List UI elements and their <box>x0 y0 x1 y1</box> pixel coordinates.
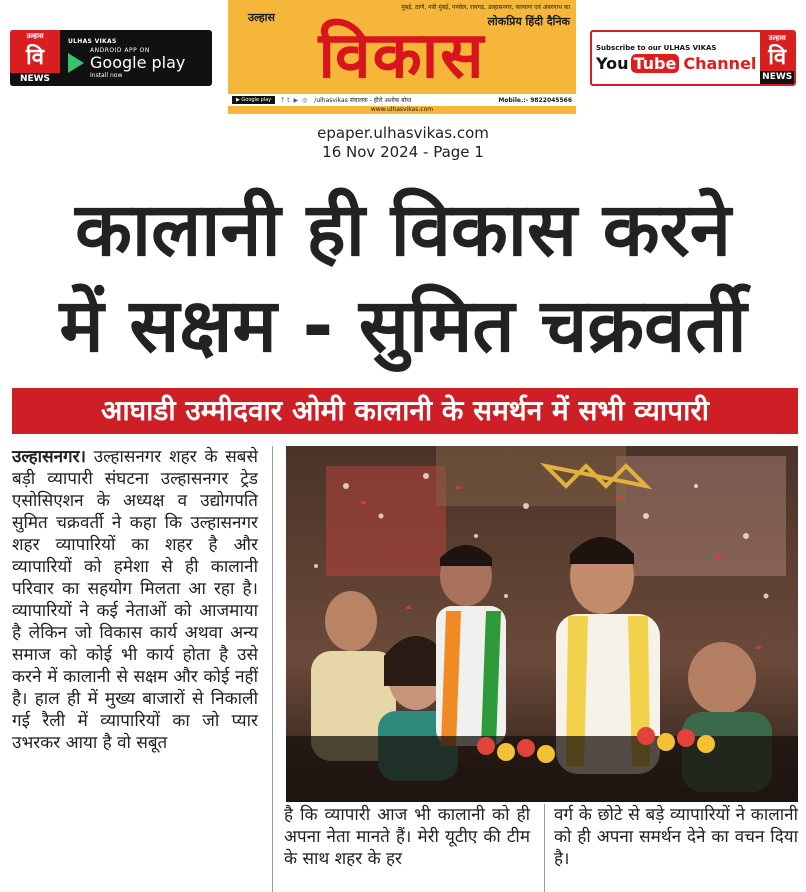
youtube-channel-ad[interactable] <box>590 30 796 86</box>
google-play-icon <box>68 53 84 73</box>
nameplate-small-title: उल्हास <box>248 11 275 24</box>
newspaper-nameplate <box>228 0 576 114</box>
column-divider <box>544 804 545 892</box>
logo-badge-top: उल्हास <box>768 34 786 42</box>
youtube-channel: Channel <box>683 53 757 73</box>
rally-photo-illustration <box>286 446 798 802</box>
social-icons: f t ▶ ◎ <box>281 96 309 104</box>
website-url: www.ulhasvikas.com <box>370 106 434 113</box>
article-column-3 <box>554 804 798 870</box>
headline-line-2: में सक्षम - सुमित चक्रवर्ती <box>59 283 747 369</box>
nameplate-title: विकास <box>318 19 486 93</box>
column-1-text: उल्हासनगर शहर के सबसे बड़ी व्यापारी संघटना उल्हासनगर ट्रेड एसोसिएशन के अध्यक्ष व उद्योगपति सुमित चक्रवर्ती ने कहा कि उल्हासनगर शहर व्यापारियों का शहर है और व्यापारियों को हमेशा से ही कालानी परिवार का सहयोग मिलता आ रहा है। व्यापारियों ने कई नेताओं को आजमाया है लेकिन जो विकास कार्य अथवा अन्य समाज को कोई भी कार्य होता है उसे करने में कालानी से सक्षम और कोई नहीं है। हाल ही में मुख्य बाजारों से निकाली गई रैली में व्यापारियों का जो प्यार उभरकर आया है वो सबूत <box>12 447 258 753</box>
logo-badge-news: NEWS <box>762 72 793 82</box>
ulhas-vikas-news-logo <box>10 30 60 86</box>
masthead <box>0 0 806 120</box>
rally-photo <box>286 446 798 802</box>
editor-line: /ulhasvikas संचालक - हीरो अशोक बोधा <box>314 97 412 104</box>
nameplate-slogan: लोकप्रिय हिंदी दैनिक <box>487 15 570 28</box>
youtube-subscribe-text: Subscribe to our ULHAS VIKAS <box>596 43 717 52</box>
youtube-you: You <box>596 53 629 73</box>
logo-badge-letter: वि <box>26 44 44 70</box>
article-headline <box>10 182 796 374</box>
install-now-label: Install now <box>90 71 123 79</box>
mini-google-play-badge: ▶ Google play <box>232 96 275 104</box>
article-column-2 <box>284 804 530 870</box>
column-divider <box>272 446 273 892</box>
logo-badge-top: उल्हास <box>26 32 44 40</box>
android-app-label: ANDROID APP ON <box>90 46 150 54</box>
mobile-number: Mobile.:- 9822045566 <box>498 96 572 104</box>
youtube-tube: Tube <box>631 54 680 73</box>
headline-line-1: कालानी ही विकास करने <box>75 187 731 273</box>
epaper-url[interactable]: epaper.ulhasvikas.com <box>317 124 489 142</box>
article-subheadline: आघाडी उम्मीदवार ओमी कालानी के समर्थन में सभी व्यापारी <box>12 388 798 434</box>
article-column-1 <box>12 446 258 754</box>
column-2-text: है कि व्यापारी आज भी कालानी को ही अपना नेता मानते हैं। मेरी यूटीए की टीम के साथ शहर के हर <box>284 805 530 869</box>
android-ad-brand: ULHAS VIKAS <box>68 37 117 45</box>
nameplate-info-bar <box>228 94 576 106</box>
ulhas-vikas-news-logo-right <box>760 32 794 84</box>
nameplate-tagline: मुंबई, ठाणे, नवी मुंबई, पनवेल, रायगड, उल्हासनगर, कल्याण एवं अंबरनाथ का <box>401 4 570 11</box>
logo-badge-news: NEWS <box>10 73 60 86</box>
column-3-text: वर्ग के छोटे से बड़े व्यापारियों ने कालानी को ही अपना समर्थन देने का वचन दिया है। <box>554 805 798 869</box>
google-play-label: Google play <box>90 52 186 72</box>
logo-badge-letter: वि <box>768 44 787 70</box>
epaper-date-page: 16 Nov 2024 - Page 1 <box>322 143 484 161</box>
article-dateline: उल्हासनगर। <box>12 447 86 467</box>
android-app-ad[interactable] <box>10 30 212 86</box>
